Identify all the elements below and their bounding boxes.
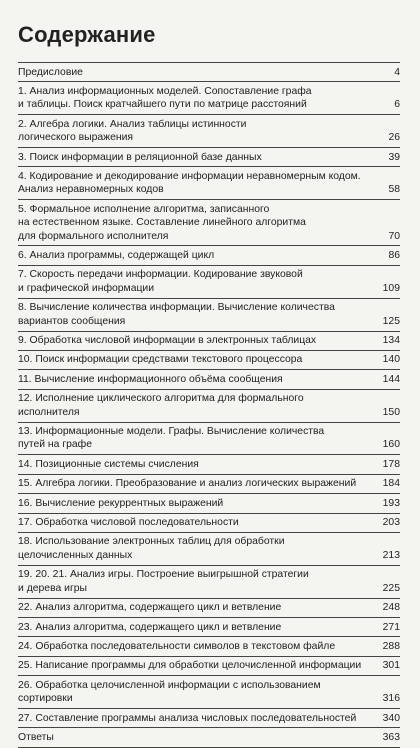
toc-entry <box>18 566 400 599</box>
toc-entry-line: и таблицы. Поиск кратчайшего пути по матрице расстояний <box>18 99 307 111</box>
toc-page-number: 125 <box>382 315 400 327</box>
toc-entry-title <box>18 249 372 262</box>
toc-entry-line: путей на графе <box>18 439 93 451</box>
toc-entry-line: 11. Вычисление информационного объёма сообщения <box>18 373 283 385</box>
toc-entry <box>18 676 400 709</box>
toc-entry-line: 22. Анализ алгоритма, содержащего цикл и ветвление <box>18 602 282 614</box>
toc-entry-title <box>18 568 372 595</box>
toc-entry-title <box>18 353 372 366</box>
toc-page-number: 26 <box>388 132 400 144</box>
toc-entry-title <box>18 621 372 634</box>
toc-page-number: 144 <box>382 373 400 385</box>
toc-entry-line: 8. Вычисление количества информации. Вычисление количества <box>18 302 335 314</box>
toc-page-number: 363 <box>382 731 400 743</box>
toc-entry-line: и графической информации <box>18 282 155 294</box>
toc-entry <box>18 618 400 637</box>
toc-entry <box>18 423 400 456</box>
toc-entry-title <box>18 601 372 614</box>
toc-entry <box>18 370 400 389</box>
toc-page-number: 288 <box>382 640 400 652</box>
toc-entry-title <box>18 170 372 197</box>
toc-page-number: 178 <box>382 458 400 470</box>
toc-entry-line: 9. Обработка числовой информации в электронных таблицах <box>18 335 317 346</box>
toc-page-number: 86 <box>388 249 400 261</box>
toc-entry-line: 14. Позиционные системы счисления <box>18 458 199 470</box>
toc-entry <box>18 728 400 747</box>
toc-entry-line: вариантов сообщения <box>18 315 126 327</box>
toc-entry-line: Предисловие <box>18 66 83 78</box>
toc-page-number: 109 <box>382 282 400 294</box>
toc-entry-line: 16. Вычисление рекуррентных выражений <box>18 497 224 509</box>
toc-entry-line: 2. Алгебра логики. Анализ таблицы истинности <box>18 118 247 130</box>
toc-page-number: 134 <box>382 335 400 346</box>
toc-entry <box>18 657 400 676</box>
toc-entry-line: 25. Написание программы для обработки целочисленной информации <box>18 660 362 672</box>
toc-entry-line: исполнителя <box>18 406 80 418</box>
toc-entry-title <box>18 425 372 452</box>
toc-entry-title <box>18 712 372 725</box>
toc-entry <box>18 709 400 728</box>
toc-entry <box>18 637 400 656</box>
toc-entry-title <box>18 373 372 386</box>
toc-entry-title <box>18 497 372 510</box>
toc-entry <box>18 246 400 265</box>
toc-page-number: 225 <box>382 582 400 594</box>
toc-entry <box>18 475 400 494</box>
toc-entry-title <box>18 334 372 347</box>
toc-entry-line: 6. Анализ программы, содержащей цикл <box>18 249 215 261</box>
toc-entry-title <box>18 392 372 419</box>
toc-entry-title <box>18 151 372 164</box>
toc-entry-line: 7. Скорость передачи информации. Кодирование звуковой <box>18 269 303 281</box>
toc-page-number: 248 <box>382 602 400 614</box>
toc-entry-line: 12. Исполнение циклического алгоритма для формального <box>18 393 304 405</box>
toc-page-number: 193 <box>382 497 400 509</box>
toc-entry <box>18 299 400 332</box>
toc-entry <box>18 115 400 148</box>
toc-entry <box>18 351 400 370</box>
toc-entry <box>18 167 400 200</box>
toc-entry-line: сортировки <box>18 693 73 705</box>
toc-entry <box>18 63 400 82</box>
toc-entry-title <box>18 640 372 653</box>
toc-entry-line: 5. Формальное исполнение алгоритма, записанного <box>18 203 270 215</box>
toc-entry-title <box>18 66 372 79</box>
toc-page-number: 58 <box>388 184 400 196</box>
toc-page-number: 213 <box>382 549 400 561</box>
toc-entry <box>18 266 400 299</box>
toc-entry-line: 26. Обработка целочисленной информации с использованием <box>18 679 321 691</box>
toc-page-number: 6 <box>394 99 400 111</box>
toc-entry <box>18 148 400 167</box>
toc-entry-line: 17. Обработка числовой последовательности <box>18 517 239 529</box>
toc-entry-line: 10. Поиск информации средствами текстового процессора <box>18 354 303 366</box>
toc-entry <box>18 82 400 115</box>
toc-entry <box>18 390 400 423</box>
toc-entry-line: 18. Использование электронных таблиц для обработки <box>18 536 285 548</box>
toc-entry-line: 19. 20. 21. Анализ игры. Построение выигрышной стратегии <box>18 569 309 581</box>
table-of-contents <box>18 62 400 748</box>
toc-entry-line: 23. Анализ алгоритма, содержащего цикл и ветвление <box>18 621 282 633</box>
toc-entry-line: Анализ неравномерных кодов <box>18 184 164 196</box>
toc-entry-line: 24. Обработка последовательности символов в текстовом файле <box>18 640 336 652</box>
toc-entry-line: Ответы <box>18 731 54 743</box>
toc-page-number: 271 <box>382 621 400 633</box>
toc-page-number: 4 <box>394 66 400 78</box>
toc-entry-line: 4. Кодирование и декодирование информации неравномерным кодом. <box>18 170 361 182</box>
toc-entry-title <box>18 679 372 706</box>
toc-page-number: 39 <box>388 151 400 163</box>
toc-entry-title <box>18 301 372 328</box>
toc-entry-line: 13. Информационные модели. Графы. Вычисление количества <box>18 426 325 438</box>
toc-entry-title <box>18 203 372 243</box>
toc-entry <box>18 494 400 513</box>
toc-entry-line: логического выражения <box>18 132 134 144</box>
toc-entry-line: 27. Составление программы анализа числовых последовательностей <box>18 712 357 724</box>
toc-page-number: 70 <box>388 230 400 242</box>
toc-entry-title <box>18 85 372 112</box>
toc-page-number: 150 <box>382 406 400 418</box>
toc-entry-line: 3. Поиск информации в реляционной базе данных <box>18 151 262 163</box>
toc-entry-line: для формального исполнителя <box>18 230 169 242</box>
toc-entry <box>18 533 400 566</box>
toc-entry-title <box>18 535 372 562</box>
toc-page-number: 203 <box>382 517 400 529</box>
toc-entry <box>18 332 400 351</box>
toc-entry-line: 1. Анализ информационных моделей. Сопоставление графа <box>18 85 312 97</box>
toc-entry <box>18 200 400 246</box>
toc-page-number: 184 <box>382 478 400 490</box>
toc-entry <box>18 514 400 533</box>
toc-entry-line: и дерева игры <box>18 582 88 594</box>
toc-entry-title <box>18 659 372 672</box>
page-title: Содержание <box>18 22 156 47</box>
toc-page-number: 340 <box>382 712 400 724</box>
toc-entry-title <box>18 118 372 145</box>
toc-entry-title <box>18 268 372 295</box>
toc-entry <box>18 599 400 618</box>
toc-entry-line: на естественном языке. Составление линейного алгоритма <box>18 217 306 229</box>
toc-page-number: 316 <box>382 693 400 705</box>
toc-page-number: 301 <box>382 660 400 672</box>
toc-page-number: 160 <box>382 439 400 451</box>
toc-entry-title <box>18 731 372 744</box>
toc-entry-title <box>18 458 372 471</box>
toc-page-number: 140 <box>382 354 400 366</box>
toc-entry-title <box>18 516 372 529</box>
toc-entry-title <box>18 477 372 490</box>
toc-entry-line: целочисленных данных <box>18 549 133 561</box>
toc-entry <box>18 455 400 474</box>
toc-entry-line: 15. Алгебра логики. Преобразование и анализ логических выражений <box>18 478 357 490</box>
